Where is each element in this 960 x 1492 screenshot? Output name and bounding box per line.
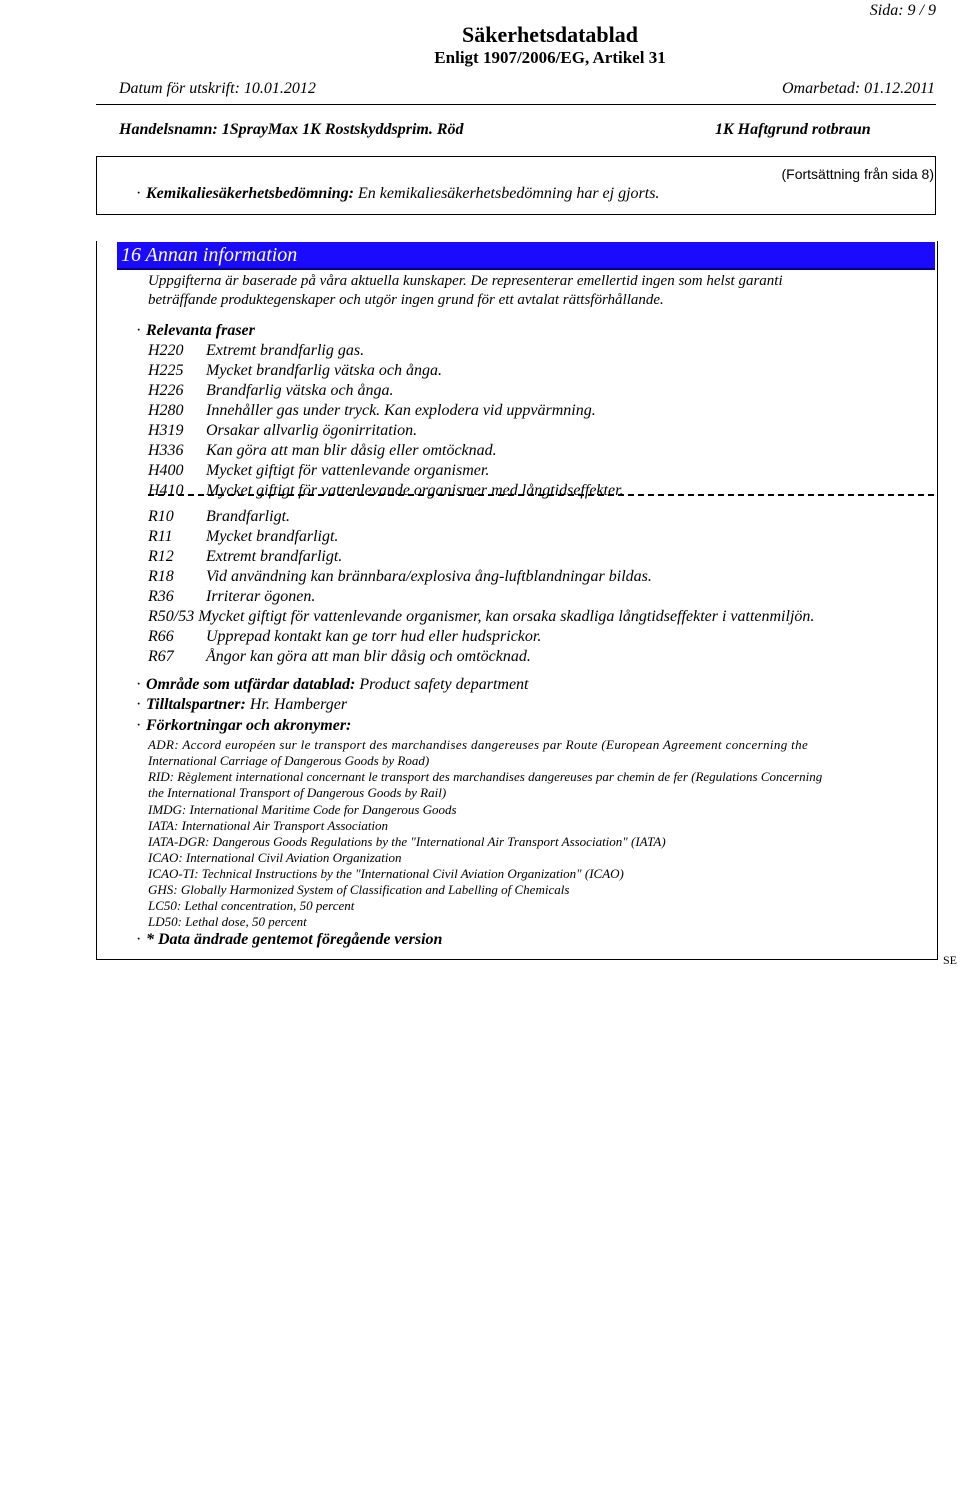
r-phrase-text: Upprepad kontakt kan ge torr hud eller hudsprickor. [206,628,542,645]
h-phrase-text: Innehåller gas under tryck. Kan explodera vid uppvärmning. [206,402,596,419]
relevant-phrases-label: Relevanta fraser [146,322,255,339]
r-phrase-text: Ångor kan göra att man blir dåsig och omtöcknad. [206,648,531,665]
abbreviation-line: the International Transport of Dangerous Goods by Rail) [148,785,447,800]
h-phrase-row [148,462,489,480]
h-phrase-row [148,482,624,500]
r-phrase-code: R50/53 [148,608,195,625]
r-phrase-row [148,608,814,626]
issuer-line [136,676,529,694]
r-phrase-row [148,648,531,666]
r-phrase-text: Vid användning kan brännbara/explosiva ång-luftblandningar bildas. [206,568,652,585]
r-phrase-code: R10 [148,508,174,525]
relevant-phrases-heading [136,322,255,340]
country-code: SE [942,953,957,967]
abbreviation-line: IATA: International Air Transport Association [148,818,389,833]
abbreviation-line: ADR: Accord européen sur le transport des marchandises dangereuses par Route (European Agreement concerning the [148,737,809,752]
changed-data-note [136,931,443,949]
contact-value: Hr. Hamberger [249,696,348,713]
r-phrase-row [148,588,315,606]
r-phrase-code: R18 [148,568,174,585]
h-phrase-row [148,422,417,440]
bullet-dot: · [136,185,142,202]
continuation-note: (Fortsättning från sida 8) [781,166,934,182]
h-phrase-text: Mycket giftigt för vattenlevande organismer. [206,462,490,479]
r-phrase-row [148,568,652,586]
h-phrase-text: Brandfarlig vätska och ånga. [206,382,394,399]
header-divider [96,104,936,105]
r-phrase-row [148,548,342,566]
product-name: 1K Haftgrund rotbraun [715,121,871,138]
contact-line [136,696,348,714]
r-phrase-code: R66 [148,628,174,645]
r-phrase-text: Extremt brandfarligt. [206,548,343,565]
trade-name: Handelsnamn: 1SprayMax 1K Rostskyddsprim. Röd [119,121,464,138]
r-phrase-text: Mycket giftigt för vattenlevande organismer, kan orsaka skadliga långtidseffekter i vattenmiljön. [198,608,815,625]
h-phrase-code: H410 [148,482,184,499]
r-phrase-text: Brandfarligt. [206,508,291,525]
bullet-dot: · [136,676,142,693]
document-title: Säkerhetsdatablad [461,22,639,47]
bullet-dot: · [136,322,142,339]
dashed-separator [148,494,934,496]
h-phrase-code: H280 [148,402,184,419]
h-phrase-row [148,362,442,380]
changed-data-text: * Data ändrade gentemot föregående version [146,931,443,948]
abbreviation-line: International Carriage of Dangerous Goods by Road) [148,753,430,768]
h-phrase-code: H225 [148,362,184,379]
r-phrase-code: R12 [148,548,174,565]
r-phrase-row [148,628,541,646]
print-date: Datum för utskrift: 10.01.2012 [119,80,316,97]
assessment-label: Kemikaliesäkerhetsbedömning: [146,185,354,202]
abbreviation-line: ICAO: International Civil Aviation Organization [148,850,402,865]
abbreviations-heading [136,717,352,735]
revision-date: Omarbetad: 01.12.2011 [781,80,935,97]
h-phrase-code: H220 [148,342,184,359]
bullet-dot: · [136,717,142,734]
r-phrase-row [148,528,338,546]
issuer-label: Område som utfärdar datablad: [146,676,356,693]
h-phrase-text: Kan göra att man blir dåsig eller omtöcknad. [206,442,497,459]
h-phrase-text: Mycket giftigt för vattenlevande organismer med långtidseffekter. [206,482,624,499]
r-phrase-row [148,508,290,526]
r-phrase-code: R11 [148,528,173,545]
h-phrase-code: H400 [148,462,184,479]
h-phrase-code: H226 [148,382,184,399]
r-phrase-text: Mycket brandfarligt. [206,528,339,545]
r-phrase-text: Irriterar ögonen. [206,588,316,605]
abbreviation-line: LD50: Lethal dose, 50 percent [148,914,307,929]
h-phrase-text: Orsakar allvarlig ögonirritation. [206,422,418,439]
h-phrase-row [148,442,497,460]
h-phrase-code: H336 [148,442,184,459]
h-phrase-row [148,402,596,420]
h-phrase-text: Mycket brandfarlig vätska och ånga. [206,362,442,379]
r-phrase-code: R36 [148,588,174,605]
h-phrase-row [148,382,394,400]
chemical-safety-assessment [136,185,660,203]
h-phrase-text: Extremt brandfarlig gas. [206,342,365,359]
r-phrase-code: R67 [148,648,174,665]
abbreviation-line: IMDG: International Maritime Code for Dangerous Goods [148,802,457,817]
abbreviation-line: IATA-DGR: Dangerous Goods Regulations by the "International Air Transport Association" (IATA) [148,834,666,849]
contact-label: Tilltalspartner: [146,696,246,713]
section-16-title: 16 Annan information [117,242,935,268]
abbreviations-label: Förkortningar och akronymer: [146,717,352,734]
h-phrase-code: H319 [148,422,184,439]
page-number: Sida: 9 / 9 [869,2,936,19]
document-subtitle: Enligt 1907/2006/EG, Artikel 31 [434,48,666,67]
abbreviation-line: LC50: Lethal concentration, 50 percent [148,898,355,913]
h-phrase-row [148,342,364,360]
intro-line-1: Uppgifterna är baserade på våra aktuella kunskaper. De representerar emellertid ingen som helst garanti [148,273,783,289]
abbreviation-line: GHS: Globally Harmonized System of Classification and Labelling of Chemicals [148,882,570,897]
abbreviation-line: RID: Règlement international concernant le transport des marchandises dangereuses par chemin de fer (Regulations Concerning [148,769,823,784]
intro-line-2: beträffande produktegenskaper och utgör ingen grund för ett avtalat rättsförhållande. [148,292,664,308]
abbreviation-line: ICAO-TI: Technical Instructions by the "International Civil Aviation Organization" (ICAO) [148,866,624,881]
assessment-text: En kemikaliesäkerhetsbedömning har ej gjorts. [358,185,660,202]
issuer-value: Product safety department [359,676,529,693]
bullet-dot: · [136,931,142,948]
section-title-underline [117,268,935,270]
bullet-dot: · [136,696,142,713]
